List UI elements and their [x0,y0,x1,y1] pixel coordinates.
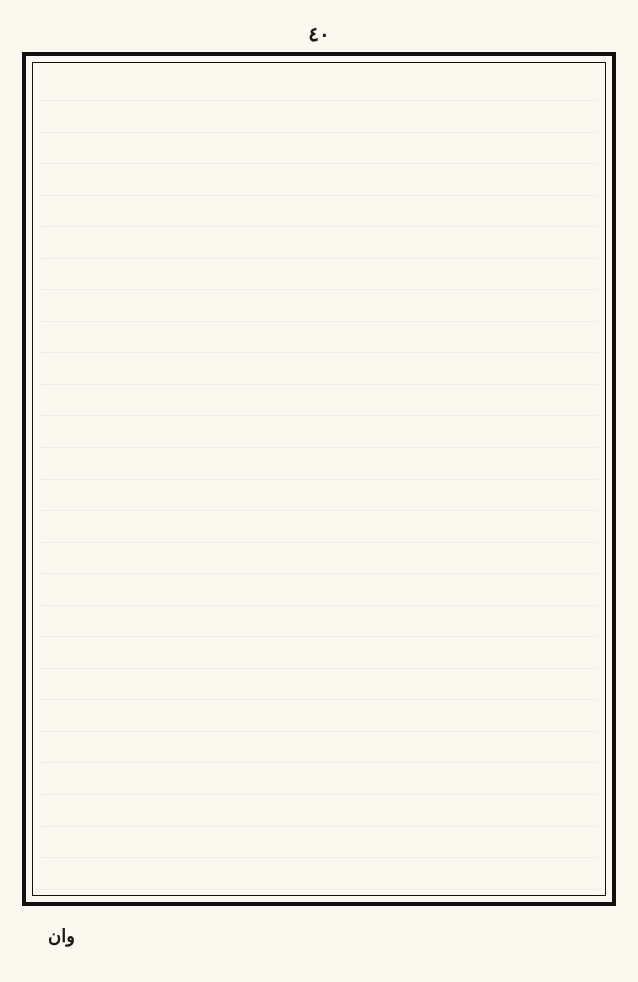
text-line [40,196,598,227]
text-line [40,322,598,353]
text-line [40,732,598,763]
text-line [40,165,598,196]
text-line [40,606,598,637]
text-line [40,827,598,858]
page-frame [22,52,616,906]
text-line [40,859,598,890]
text-line [40,385,598,416]
text-line [40,228,598,259]
text-line [40,259,598,290]
text-line [40,669,598,700]
body-text [40,70,598,890]
text-line [40,638,598,669]
text-line [40,512,598,543]
text-line [40,354,598,385]
text-line [40,133,598,164]
text-line [40,417,598,448]
page-number: ٤٠ [308,22,330,46]
text-line [40,764,598,795]
text-line [40,70,598,101]
text-line [40,575,598,606]
text-line [40,796,598,827]
text-line [40,102,598,133]
text-line [40,291,598,322]
text-line [40,701,598,732]
text-line [40,543,598,574]
text-line [40,449,598,480]
catchword: وان [48,926,75,947]
text-line [40,480,598,511]
